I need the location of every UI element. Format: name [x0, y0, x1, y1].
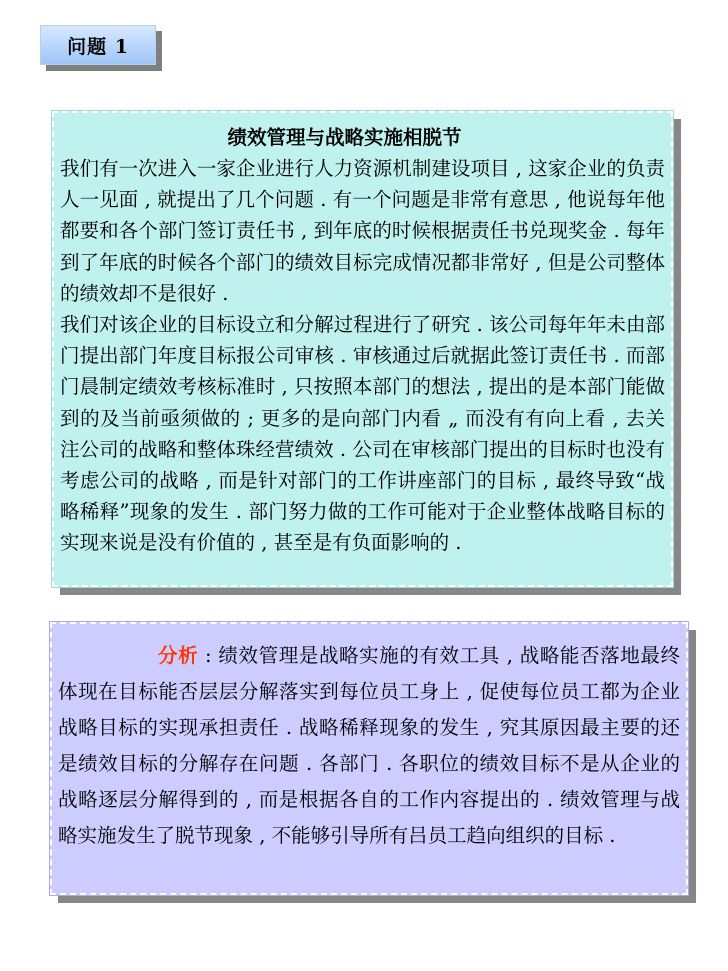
analysis-paragraph — [58, 638, 680, 854]
case-paragraph-2: 我们对该企业的目标设立和分解过程进行了研究 . 该公司每年年未由部门提出部门年度目标报公司审核 . 审核通过后就据此签订责任书 . 而部门晨制定绩效考核标准时 , 只按照本部门的想法 , 提出的是本部门能做到的及当前亟须做的 ; 更多的是向部门内看 „ 而没有有向上看 , 去关注公司的战略和整体珠经营绩效 . 公司在审核部门提出的目标时也没有考虑公司的战略 , 而是针对部门的工作讲座部门的目标 , 最终导致“战略稀释”现象的发生 . 部门努力做的工作可能对于企业整体战略目标的实现来说是没有价值的 , 甚至是有负面影响的 . — [60, 313, 665, 555]
case-box — [52, 111, 673, 587]
analysis-label: 分析 — [158, 644, 199, 667]
analysis-box — [50, 622, 688, 895]
case-paragraph-1: 我们有一次进入一家企业进行人力资源机制建设项目 , 这家企业的负责人一见面 , 就提出了几个问题 . 有一个问题是非常有意思 , 他说每年他都要和各个部门签订责任书 , 到年底的时候根据责任书兑现奖金 . 每年到了年底的时候各个部门的绩效目标完成情况都非常好 , 但是公司整体的绩效却不是很好 . — [60, 157, 665, 305]
title-tab-label: 问题 1 — [67, 35, 129, 58]
case-title: 绩效管理与战略实施相脱节 — [227, 126, 462, 149]
title-tab — [40, 25, 156, 65]
analysis-body: : 绩效管理是战略实施的有效工具 , 战略能否落地最终体现在目标能否层层分解落实到每位员工身上 , 促使每位员工都为企业战略目标的实现承担责任 . 战略稀释现象的发生 , 究其原因最主要的还是绩效目标的分解存在问题 . 各部门 . 各职位的绩效目标不是从企业的战略逐层分解得到的 , 而是根据各自的工作内容提出的 . 绩效管理与战略实施发生了脱节现象 , 不能够引导所有吕员工趋向组织的目标 . — [58, 644, 680, 847]
